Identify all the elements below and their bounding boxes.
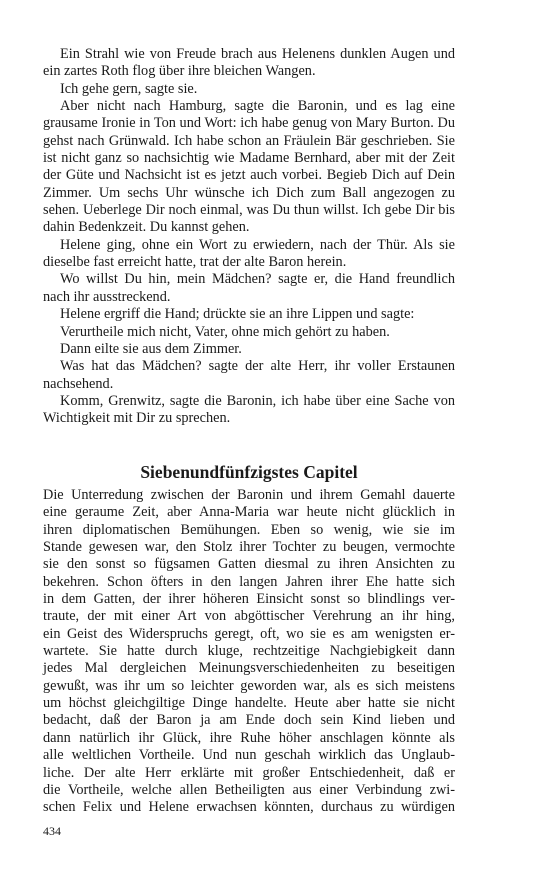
text-line: Stande gewesen war, den Stolz ihrer Tochter zu beugen, vermochte [43,539,455,556]
paragraph: Ich gehe gern, sagte sie. [60,80,198,97]
chapter-text [43,487,455,817]
text-line: um höchst gleichgiltige Dinge handelte. Heute aber hatte sie nicht [43,695,455,712]
text-line: liche. Der alte Herr erklärte mit großer Entschiedenheit, daß er [43,764,455,781]
text-line: in dem Gatten, der ihrer höheren Einsicht sonst so blindlings ver- [43,591,455,608]
text-line: die Vortheile, welche allen Betheiligten aus einer Verbindung zwi- [43,781,455,798]
text-line: Die Unterredung zwischen der Baronin und ihrem Gemahl dauerte [43,487,455,503]
paragraph: Was hat das Mädchen? sagte der alte Herr, ihr voller Erstaunen nachsehend. [43,358,455,392]
dialogue-section [43,46,455,428]
text-line: traute, der mit einer Art von abgöttischer Verehrung an ihr hing, [43,608,455,625]
paragraph: Dann eilte sie aus dem Zimmer. [60,340,242,357]
text-line: ein Geist des Widerspruchs geregt, oft, wo sie es am wenigsten er- [43,625,455,642]
text-line: schen Felix und Helene erwachsen könnten, durchaus zu würdigen [43,799,455,816]
text-line: eine geraume Zeit, aber Anna-Maria war heute nicht glücklich in [43,504,455,521]
paragraph: Wo willst Du hin, mein Mädchen? sagte er, die Hand freundlich nach ihr ausstreckend. [43,271,455,305]
chapter-title: Siebenundfünfzigstes Capitel [140,462,358,482]
page-number: 434 [43,824,61,838]
paragraph: Ein Strahl wie von Freude brach aus Helenens dunklen Augen und ein zartes Roth flog über ihre bleichen Wangen. [43,46,455,80]
paragraph: Komm, Grenwitz, sagte die Baronin, ich habe über eine Sache von Wichtigkeit mit Dir zu sprechen. [43,392,455,427]
text-line: ihren diplomatischen Bemühungen. Eben so wenig, wie sie im [43,521,455,538]
text-line: sie den sonst so fügsamen Gatten diesmal zu ihren Ansichten zu [43,556,455,573]
text-line: gewußt, was ihr um so leichter geworden war, als es sich meistens [43,677,455,694]
paragraph: Helene ergriff die Hand; drückte sie an ihre Lippen und sagte: [60,306,415,323]
text-line: dann natürlich ihr Glück, ihre Ruhe höher anschlagen könnte als [43,729,455,746]
text-line: alle weltlichen Vortheile. Und nun geschah wirklich das Unglaub- [43,747,455,764]
text-line: wartete. Sie hatte durch kluge, rechtzeitige Nachgiebigkeit dann [43,643,455,660]
paragraph: Aber nicht nach Hamburg, sagte die Baronin, und es lag eine grausame Ironie in Ton und Wort: ich habe genug von Mary Burton. Du gehst nach Grünwald. Ich habe schon an Fräulein Bär geschrieben. Sie ist nicht ganz so nachsichtig wie Madame Bernhard, aber mit der Zeit der Güte und Nachsicht ist es jetzt auch vorbei. Begieb Dich auf Dein Zimmer. Um sechs Uhr wünsche ich Dich zum Ball angezogen zu sehen. Ueberlege Dir noch einmal, was Du thun willst. Ich gebe Dir bis dahin Bedenkzeit. Du kannst gehen. [43,98,455,236]
paragraph: Verurtheile mich nicht, Vater, ohne mich gehört zu haben. [60,323,390,340]
paragraph: Helene ging, ohne ein Wort zu erwiedern, nach der Thür. Als sie dieselbe fast erreicht hatte, trat der alte Baron herein. [43,236,455,271]
text-line: jedes Mal dergleichen Meinungsverschiedenheiten zu beseitigen [43,660,455,677]
chapter-paragraph [43,487,455,817]
text-line: bedacht, daß der Baron ja am Ende doch sein Kind lieben und [43,712,455,729]
text-line: bekehren. Schon öfters in den langen Jahren ihrer Ehe hatte sich [43,573,455,590]
